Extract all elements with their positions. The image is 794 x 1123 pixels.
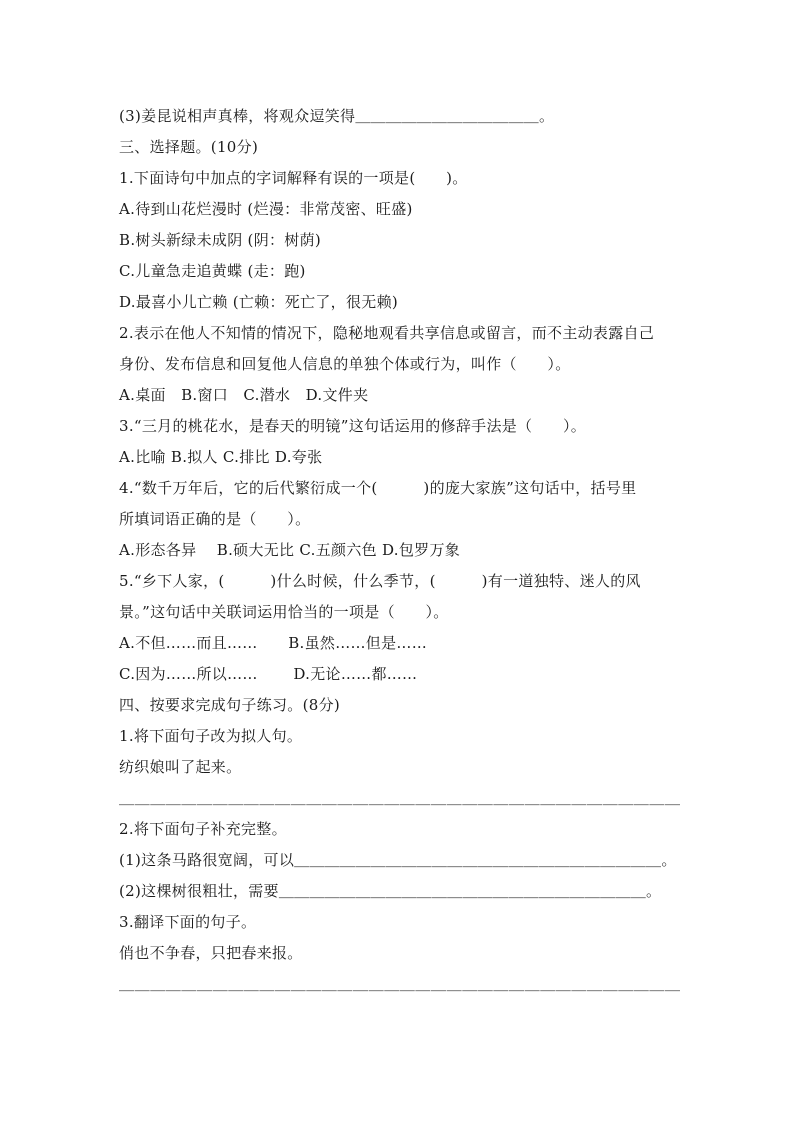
q3-2-options: A.桌面 B.窗口 C.潜水 D.文件夹 bbox=[119, 386, 369, 404]
q4-3-answer-line[interactable]: ＿＿＿＿＿＿＿＿＿＿＿＿＿＿＿＿＿＿＿＿＿＿＿＿＿＿＿＿＿＿＿＿＿＿＿＿ bbox=[119, 975, 681, 993]
q3-3-options: A.比喻 B.拟人 C.排比 D.夸张 bbox=[119, 448, 323, 466]
q3-5-stem-line1: 5.“乡下人家，( )什么时候，什么季节，( )有一道独特、迷人的风 bbox=[119, 572, 641, 590]
q4-2-instruction: 2.将下面句子补充完整。 bbox=[119, 820, 287, 838]
q3-1-option-d: D.最喜小儿亡赖 (亡赖：死亡了，很无赖) bbox=[119, 293, 399, 311]
q4-3-sentence: 俏也不争春，只把春来报。 bbox=[119, 944, 303, 962]
q3-1-stem: 1.下面诗句中加点的字词解释有误的一项是( )。 bbox=[119, 169, 468, 187]
q4-1-sentence: 纺织娘叫了起来。 bbox=[119, 758, 242, 776]
q3-4-stem-line2: 所填词语正确的是（ ）。 bbox=[119, 510, 311, 528]
q2-3-sentence: (3)姜昆说相声真棒，将观众逗笑得＿＿＿＿＿＿＿＿＿＿＿＿。 bbox=[119, 107, 555, 125]
q3-2-stem-line2: 身份、发布信息和回复他人信息的单独个体或行为，叫作（ ）。 bbox=[119, 355, 571, 373]
section-4-heading: 四、按要求完成句子练习。(8分) bbox=[119, 696, 341, 714]
q4-3-instruction: 3.翻译下面的句子。 bbox=[119, 913, 257, 931]
q4-1-answer-line[interactable]: ＿＿＿＿＿＿＿＿＿＿＿＿＿＿＿＿＿＿＿＿＿＿＿＿＿＿＿＿＿＿＿＿＿＿＿＿ bbox=[119, 789, 681, 807]
q3-1-option-c: C.儿童急走追黄蝶 (走：跑) bbox=[119, 262, 306, 280]
q3-4-options: A.形态各异 B.硕大无比 C.五颜六色 D.包罗万象 bbox=[119, 541, 461, 559]
q4-1-instruction: 1.将下面句子改为拟人句。 bbox=[119, 727, 303, 745]
q4-2-2-sentence: (2)这棵树很粗壮，需要＿＿＿＿＿＿＿＿＿＿＿＿＿＿＿＿＿＿＿＿＿＿＿＿。 bbox=[119, 882, 662, 900]
q4-2-1-sentence: (1)这条马路很宽阔，可以＿＿＿＿＿＿＿＿＿＿＿＿＿＿＿＿＿＿＿＿＿＿＿＿。 bbox=[119, 851, 677, 869]
q3-3-stem: 3.“三月的桃花水，是春天的明镜”这句话运用的修辞手法是（ ）。 bbox=[119, 417, 587, 435]
q3-5-stem-line2: 景。”这句话中关联词运用恰当的一项是（ ）。 bbox=[119, 603, 449, 621]
section-3-heading: 三、选择题。(10分) bbox=[119, 138, 259, 156]
q3-5-options-cd: C.因为……所以…… D.无论……都…… bbox=[119, 665, 418, 683]
q3-1-option-a: A.待到山花烂漫时 (烂漫：非常茂密、旺盛) bbox=[119, 200, 413, 218]
worksheet-page bbox=[119, 101, 699, 1000]
q3-4-stem-line1: 4.“数千万年后，它的后代繁衍成一个( )的庞大家族”这句话中，括号里 bbox=[119, 479, 637, 497]
q3-5-options-ab: A.不但……而且…… B.虽然……但是…… bbox=[119, 634, 427, 652]
q3-1-option-b: B.树头新绿未成阴 (阴：树荫) bbox=[119, 231, 322, 249]
q3-2-stem-line1: 2.表示在他人不知情的情况下，隐秘地观看共享信息或留言，而不主动表露自己 bbox=[119, 324, 655, 342]
